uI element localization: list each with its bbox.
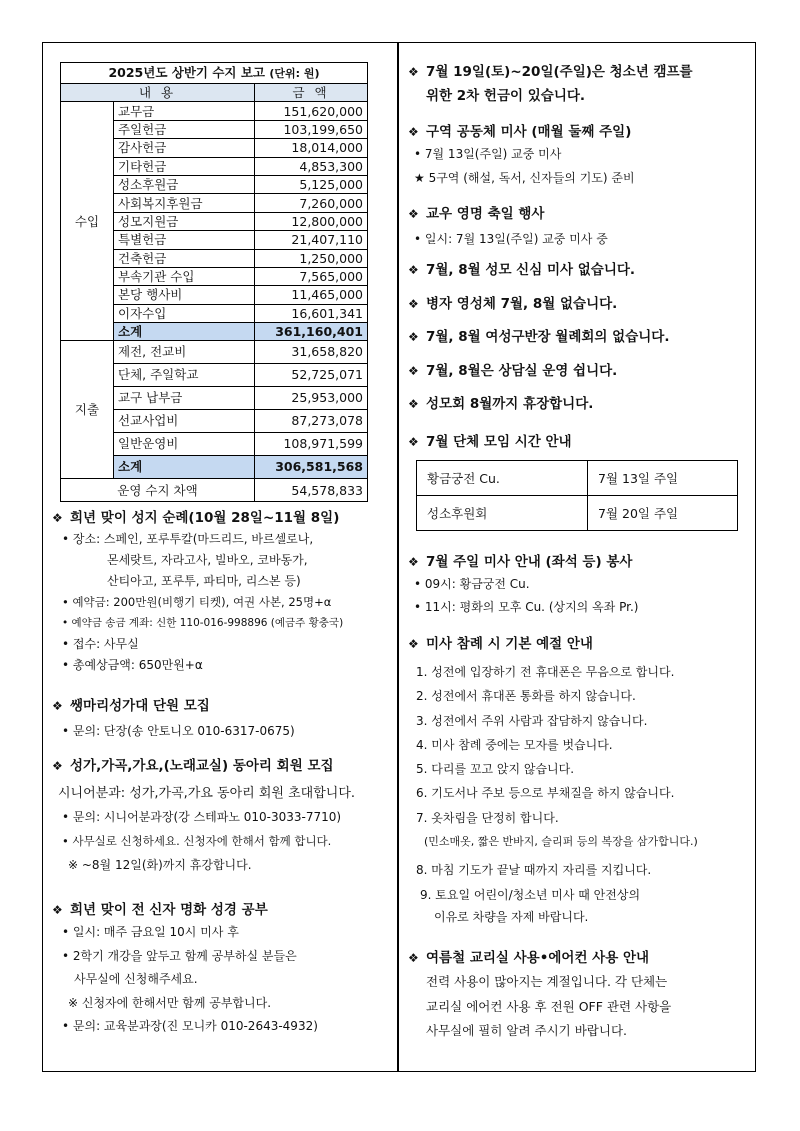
choir-section bbox=[52, 694, 392, 739]
diamond-icon: ❖ bbox=[408, 65, 419, 79]
income-item-amount: 18,014,000 bbox=[255, 139, 368, 157]
expense-item-amount: 52,725,071 bbox=[255, 364, 368, 387]
income-item-amount: 16,601,341 bbox=[255, 304, 368, 322]
diamond-icon: ❖ bbox=[408, 951, 419, 965]
income-item-name: 특별헌금 bbox=[114, 231, 255, 249]
income-item-amount: 21,407,110 bbox=[255, 231, 368, 249]
balance-amount: 54,578,833 bbox=[255, 479, 368, 502]
finance-table bbox=[60, 62, 368, 502]
club-contact: • 문의: 시니어분과장(강 스테파노 010-3033-7710) bbox=[62, 810, 342, 824]
aircon-line-2: 교리실 에어컨 사용 후 전원 OFF 관련 사항을 bbox=[426, 998, 672, 1014]
bible-apply: • 2학기 개강을 앞두고 함께 공부하실 분들은 bbox=[62, 948, 297, 963]
etiquette-item: 2. 성전에서 휴대폰 통화를 하지 않습니다. bbox=[416, 689, 636, 704]
balance-label: 운영 수지 차액 bbox=[61, 479, 255, 502]
table-row bbox=[417, 461, 738, 496]
income-item-amount: 103,199,650 bbox=[255, 120, 368, 138]
income-item-amount: 12,800,000 bbox=[255, 212, 368, 230]
income-item-name: 교무금 bbox=[114, 102, 255, 120]
diamond-icon: ❖ bbox=[408, 637, 419, 651]
diamond-icon: ❖ bbox=[52, 759, 63, 773]
income-item-name: 감사헌금 bbox=[114, 139, 255, 157]
income-item-amount: 4,853,300 bbox=[255, 157, 368, 175]
notice-item bbox=[408, 396, 748, 414]
expense-item-amount: 108,971,599 bbox=[255, 433, 368, 456]
expense-item-name: 교구 납부금 bbox=[114, 387, 255, 410]
pilgrimage-reception: • 접수: 사무실 bbox=[62, 637, 139, 651]
etiquette-item: 6. 기도서나 주보 등으로 부채질을 하지 않습니다. bbox=[416, 786, 675, 801]
expense-item-name: 일반운영비 bbox=[114, 433, 255, 456]
club-section bbox=[52, 754, 392, 877]
patron-heading: 교우 영명 축일 행사 bbox=[426, 206, 545, 222]
camp-section bbox=[408, 60, 748, 108]
pilgrimage-section bbox=[52, 506, 392, 676]
notice-item bbox=[408, 262, 748, 280]
group-name: 성소후원회 bbox=[417, 496, 588, 531]
diamond-icon: ❖ bbox=[408, 555, 419, 569]
notice-text: 7월, 8월 성모 신심 미사 없습니다. bbox=[426, 262, 636, 278]
etiquette-item: 3. 성전에서 주위 사람과 잡담하지 않습니다. bbox=[416, 713, 648, 728]
bible-section bbox=[52, 898, 392, 1039]
diamond-icon: ❖ bbox=[408, 363, 419, 378]
table-row bbox=[417, 496, 738, 531]
income-item-amount: 7,565,000 bbox=[255, 267, 368, 285]
pilgrimage-place-2: 몬세랏트, 자라고사, 빌바오, 코바동가, bbox=[107, 553, 308, 567]
bible-contact: • 문의: 교육분과장(진 모니카 010-2643-4932) bbox=[62, 1019, 318, 1033]
diamond-icon: ❖ bbox=[52, 903, 63, 917]
district-line-1: • 7월 13일(주일) 교중 미사 bbox=[414, 147, 562, 161]
income-item-name: 부속기관 수입 bbox=[114, 267, 255, 285]
expense-item-amount: 25,953,000 bbox=[255, 387, 368, 410]
camp-line-1: 7월 19일(토)~20일(주일)은 청소년 캠프를 bbox=[426, 64, 693, 80]
column-divider bbox=[397, 42, 399, 1072]
aircon-line-3: 사무실에 필히 알려 주시기 바랍니다. bbox=[426, 1023, 627, 1038]
choir-heading: 쌩마리성가대 단원 모집 bbox=[70, 698, 210, 714]
mass-heading: 7월 주일 미사 안내 (좌석 등) 봉사 bbox=[426, 554, 633, 570]
col-amount-header: 금 액 bbox=[255, 84, 368, 102]
col-item-header: 내 용 bbox=[61, 84, 255, 102]
income-group-label: 수입 bbox=[61, 102, 114, 341]
district-line-2: ★ 5구역 (해설, 독서, 신자들의 기도) 준비 bbox=[414, 171, 635, 185]
diamond-icon: ❖ bbox=[408, 296, 419, 311]
club-break: ※ ~8월 12일(화)까지 휴강합니다. bbox=[68, 858, 252, 872]
notice-item bbox=[408, 296, 748, 314]
notice-item bbox=[408, 363, 748, 381]
choir-contact: • 문의: 단장(송 안토니오 010-6317-0675) bbox=[62, 724, 295, 738]
income-item-name: 건축헌금 bbox=[114, 249, 255, 267]
income-item-name: 성소후원금 bbox=[114, 175, 255, 193]
aircon-heading: 여름철 교리실 사용•에어컨 사용 안내 bbox=[426, 950, 650, 966]
patron-section bbox=[408, 202, 748, 247]
club-apply: • 사무실로 신청하세요. 신청자에 한해서 함께 합니다. bbox=[62, 834, 332, 848]
notice-text: 7월, 8월은 상담실 운영 쉽니다. bbox=[426, 362, 618, 379]
expense-subtotal-amount: 306,581,568 bbox=[255, 456, 368, 479]
groups-section bbox=[408, 430, 748, 531]
etiquette-item-8: 8. 마침 기도가 끝날 때까지 자리를 지킵니다. bbox=[416, 863, 652, 878]
pilgrimage-account: • 예약금 송금 계좌: 신한 110-016-998896 (예금주 황충국) bbox=[62, 617, 344, 629]
aircon-line-1: 전력 사용이 많아지는 계절입니다. 각 단체는 bbox=[426, 974, 668, 989]
expense-item-amount: 87,273,078 bbox=[255, 410, 368, 433]
group-name: 황금궁전 Cu. bbox=[417, 461, 588, 496]
groups-heading: 7월 단체 모임 시간 안내 bbox=[426, 434, 572, 450]
etiquette-note-7: (민소매옷, 짧은 반바지, 슬리퍼 등의 복장을 삼가합니다.) bbox=[424, 835, 698, 849]
camp-line-2: 위한 2차 헌금이 있습니다. bbox=[426, 88, 586, 104]
income-item-name: 성모지원금 bbox=[114, 212, 255, 230]
district-heading: 구역 공동체 미사 (매월 둘째 주일) bbox=[426, 124, 632, 140]
income-subtotal-label: 소계 bbox=[114, 323, 255, 341]
expense-group-label: 지출 bbox=[61, 341, 114, 479]
pilgrimage-heading: 희년 맞이 성지 순례(10월 28일~11월 8일) bbox=[70, 510, 340, 526]
etiquette-item: 1. 성전에 입장하기 전 휴대폰은 무음으로 합니다. bbox=[416, 665, 675, 679]
diamond-icon: ❖ bbox=[52, 699, 63, 713]
pilgrimage-total: • 총예상금액: 650만원+α bbox=[62, 658, 203, 672]
expense-item-name: 단체, 주일학교 bbox=[114, 364, 255, 387]
etiquette-item: 4. 미사 참례 중에는 모자를 벗습니다. bbox=[416, 737, 613, 752]
pilgrimage-place-3: 산티아고, 포루투, 파티마, 리스본 등) bbox=[107, 574, 301, 588]
income-item-name: 주일헌금 bbox=[114, 120, 255, 138]
etiquette-section bbox=[408, 632, 748, 929]
diamond-icon: ❖ bbox=[408, 263, 419, 277]
diamond-icon: ❖ bbox=[52, 511, 63, 525]
bible-apply-2: 사무실에 신청해주세요. bbox=[74, 972, 198, 986]
income-item-name: 사회복지후원금 bbox=[114, 194, 255, 212]
income-item-amount: 11,465,000 bbox=[255, 286, 368, 304]
notice-item bbox=[408, 329, 748, 347]
income-subtotal-amount: 361,160,401 bbox=[255, 323, 368, 341]
etiquette-item: 5. 다리를 꼬고 앉지 않습니다. bbox=[416, 762, 575, 777]
mass-line-1: • 09시: 황금궁전 Cu. bbox=[414, 577, 530, 591]
patron-line: • 일시: 7월 13일(주일) 교중 미사 중 bbox=[414, 232, 608, 246]
group-date: 7월 13일 주일 bbox=[588, 461, 738, 496]
table-row bbox=[61, 341, 368, 364]
finance-title: 2025년도 상반기 수지 보고 (단위: 원) bbox=[61, 63, 368, 84]
income-item-name: 기타헌금 bbox=[114, 157, 255, 175]
mass-line-2: • 11시: 평화의 모후 Cu. (상지의 옥좌 Pr.) bbox=[414, 600, 639, 614]
etiquette-item-9-cont: 이유로 차량을 자제 바랍니다. bbox=[434, 909, 589, 924]
table-row bbox=[61, 102, 368, 120]
bible-heading: 희년 맞이 전 신자 명화 성경 공부 bbox=[70, 902, 268, 918]
expense-subtotal-label: 소계 bbox=[114, 456, 255, 479]
income-item-amount: 151,620,000 bbox=[255, 102, 368, 120]
expense-item-name: 제전, 전교비 bbox=[114, 341, 255, 364]
diamond-icon: ❖ bbox=[408, 125, 419, 139]
etiquette-heading: 미사 참례 시 기본 예절 안내 bbox=[426, 636, 593, 652]
district-section bbox=[408, 120, 748, 190]
diamond-icon: ❖ bbox=[408, 397, 419, 411]
etiquette-item: 7. 옷차림을 단정히 합니다. bbox=[416, 810, 559, 825]
income-item-amount: 5,125,000 bbox=[255, 175, 368, 193]
pilgrimage-place: • 장소: 스페인, 포루투칼(마드리드, 바르셀로나, bbox=[62, 532, 314, 546]
mass-section bbox=[408, 550, 748, 619]
notice-text: 7월, 8월 여성구반장 월례회의 없습니다. bbox=[426, 329, 670, 345]
diamond-icon: ❖ bbox=[408, 435, 419, 449]
income-item-amount: 7,260,000 bbox=[255, 194, 368, 212]
bible-note: ※ 신청자에 한해서만 함께 공부합니다. bbox=[68, 995, 272, 1010]
income-item-name: 본당 행사비 bbox=[114, 286, 255, 304]
pilgrimage-deposit: • 예약금: 200만원(비행기 티켓), 여권 사본, 25명+α bbox=[62, 595, 332, 609]
diamond-icon: ❖ bbox=[408, 207, 419, 221]
club-heading: 성가,가곡,가요,(노래교실) 동아리 회원 모집 bbox=[70, 758, 334, 774]
income-item-name: 이자수입 bbox=[114, 304, 255, 322]
expense-item-amount: 31,658,820 bbox=[255, 341, 368, 364]
club-sub: 시니어분과: 성가,가곡,가요 동아리 회원 초대합니다. bbox=[58, 786, 356, 801]
bible-time: • 일시: 매주 금요일 10시 미사 후 bbox=[62, 925, 239, 939]
etiquette-item-9: 9. 토요일 어린이/청소년 미사 때 안전상의 bbox=[420, 887, 641, 902]
expense-item-name: 선교사업비 bbox=[114, 410, 255, 433]
notices-list bbox=[408, 262, 748, 430]
aircon-section bbox=[408, 946, 748, 1044]
groups-table bbox=[416, 460, 738, 531]
diamond-icon: ❖ bbox=[408, 330, 419, 344]
group-date: 7월 20일 주일 bbox=[588, 496, 738, 531]
income-item-amount: 1,250,000 bbox=[255, 249, 368, 267]
notice-text: 병자 영성체 7월, 8월 없습니다. bbox=[426, 295, 618, 312]
notice-text: 성모회 8월까지 휴장합니다. bbox=[426, 396, 594, 412]
